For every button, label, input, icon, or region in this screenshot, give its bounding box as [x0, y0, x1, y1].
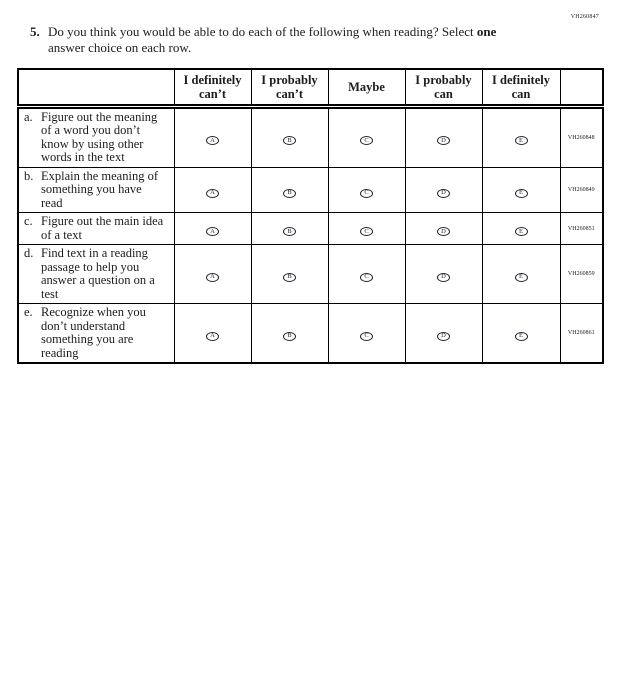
option-cell [251, 245, 328, 304]
answer-bubble-b[interactable]: B [283, 189, 296, 198]
answer-bubble-c[interactable]: C [360, 273, 373, 282]
question-number: 5. [30, 24, 40, 39]
column-header-definitely-can: I definitely can [482, 69, 560, 106]
option-cell [405, 213, 482, 245]
option-cell [251, 213, 328, 245]
row-accession-code: VH260859 [560, 245, 603, 304]
option-cell [174, 106, 251, 167]
table-row [18, 213, 603, 245]
column-header-maybe: Maybe [328, 69, 405, 106]
option-cell [174, 213, 251, 245]
row-statement: Figure out the main idea of a text [41, 214, 164, 242]
option-cell [405, 304, 482, 364]
answer-bubble-c[interactable]: C [360, 332, 373, 341]
header-row [18, 69, 603, 106]
answer-bubble-c[interactable]: C [360, 136, 373, 145]
table-row [18, 106, 603, 167]
row-statement-cell [18, 245, 174, 304]
option-cell [251, 167, 328, 213]
question-bold-word: one [476, 24, 497, 39]
row-statement: Figure out the meaning of a word you don’t know by using other words in the text [41, 109, 158, 164]
row-accession-code: VH260848 [560, 106, 603, 167]
answer-bubble-d[interactable]: D [437, 189, 450, 198]
row-statement-cell [18, 167, 174, 213]
option-cell [174, 167, 251, 213]
answer-bubble-d[interactable]: D [437, 273, 450, 282]
option-cell [328, 213, 405, 245]
option-cell [405, 106, 482, 167]
accession-code-top: VH260847 [570, 14, 599, 20]
header-code-blank [560, 69, 603, 106]
row-accession-code: VH260861 [560, 304, 603, 364]
answer-bubble-a[interactable]: A [206, 273, 219, 282]
row-statement: Recognize when you don’t understand something you are reading [41, 305, 146, 360]
answer-bubble-d[interactable]: D [437, 332, 450, 341]
option-cell [482, 167, 560, 213]
answer-bubble-a[interactable]: A [206, 136, 219, 145]
answer-bubble-b[interactable]: B [283, 136, 296, 145]
row-statement: Find text in a reading passage to help you answer a question on a test [41, 246, 155, 301]
option-cell [251, 106, 328, 167]
answer-bubble-c[interactable]: C [360, 227, 373, 236]
row-statement-cell [18, 106, 174, 167]
answer-bubble-a[interactable]: A [206, 332, 219, 341]
answer-bubble-c[interactable]: C [360, 189, 373, 198]
question-text-part2: answer choice on each row. [48, 40, 192, 55]
row-letter: a. [24, 109, 33, 124]
option-cell [482, 106, 560, 167]
question-block [30, 24, 570, 56]
option-cell [251, 304, 328, 364]
answer-bubble-e[interactable]: E [515, 227, 528, 236]
row-letter: d. [24, 246, 34, 260]
answer-bubble-e[interactable]: E [515, 332, 528, 341]
option-cell [328, 245, 405, 304]
header-stub-blank [18, 69, 174, 106]
option-cell [405, 245, 482, 304]
question-text-part1: Do you think you would be able to do each of the following when reading? Select [48, 24, 474, 39]
column-header-probably-cant: I probably can’t [251, 69, 328, 106]
column-header-definitely-cant: I definitely can’t [174, 69, 251, 106]
option-cell [328, 167, 405, 213]
table-row [18, 304, 603, 364]
row-letter: c. [24, 214, 33, 228]
question-text [48, 24, 496, 56]
row-statement-cell [18, 213, 174, 245]
option-cell [328, 304, 405, 364]
row-accession-code: VH260849 [560, 167, 603, 213]
answer-bubble-b[interactable]: B [283, 227, 296, 236]
table-row [18, 167, 603, 213]
answer-bubble-e[interactable]: E [515, 189, 528, 198]
option-cell [328, 106, 405, 167]
answer-bubble-b[interactable]: B [283, 273, 296, 282]
option-cell [482, 213, 560, 245]
answer-bubble-e[interactable]: E [515, 136, 528, 145]
answer-bubble-d[interactable]: D [437, 136, 450, 145]
answer-bubble-e[interactable]: E [515, 273, 528, 282]
row-letter: e. [24, 305, 33, 319]
option-cell [174, 304, 251, 364]
row-accession-code: VH260851 [560, 213, 603, 245]
option-cell [405, 167, 482, 213]
row-letter: b. [24, 168, 34, 183]
answer-bubble-a[interactable]: A [206, 189, 219, 198]
option-cell [174, 245, 251, 304]
response-table [17, 68, 604, 364]
column-header-probably-can: I probably can [405, 69, 482, 106]
option-cell [482, 245, 560, 304]
answer-bubble-d[interactable]: D [437, 227, 450, 236]
table-row [18, 245, 603, 304]
answer-bubble-b[interactable]: B [283, 332, 296, 341]
answer-bubble-a[interactable]: A [206, 227, 219, 236]
option-cell [482, 304, 560, 364]
row-statement-cell [18, 304, 174, 364]
row-statement: Explain the meaning of something you have read [41, 168, 158, 210]
